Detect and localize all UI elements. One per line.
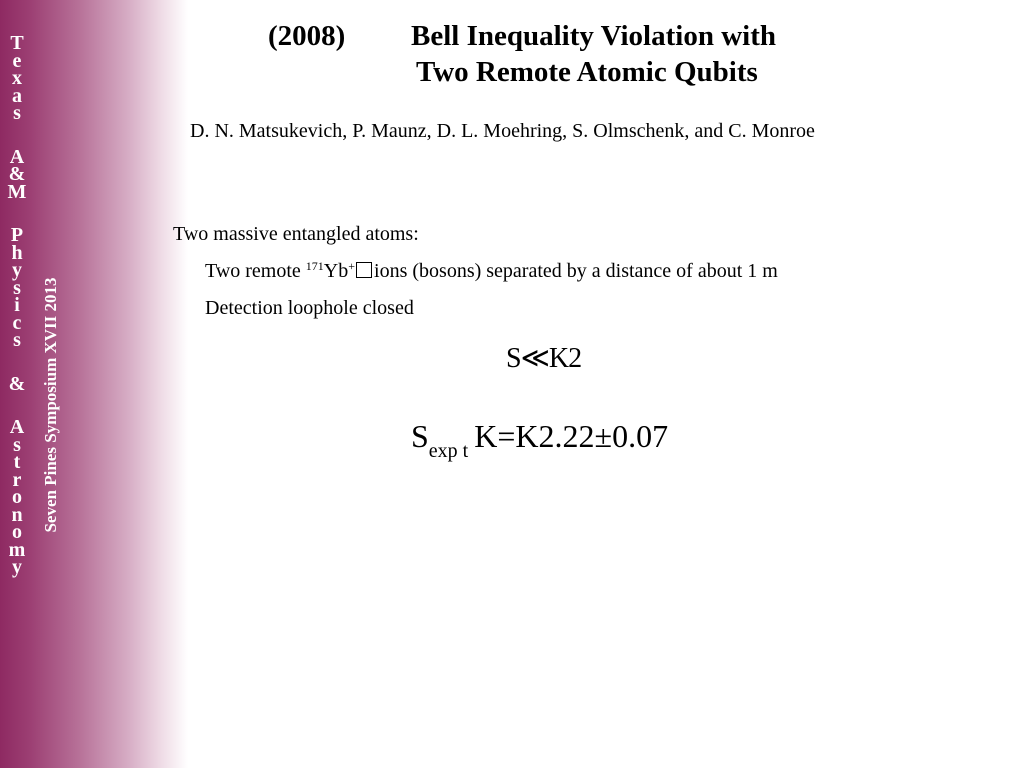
vertical-letter: t (13, 451, 21, 473)
vertical-letter: r (12, 468, 22, 491)
vertical-letter: n (11, 503, 23, 526)
vertical-letter: x (12, 67, 22, 89)
vertical-letter: y (12, 556, 22, 578)
missing-glyph-icon (356, 262, 372, 278)
vertical-letter: s (13, 329, 21, 351)
vertical-letter: & (8, 163, 26, 185)
vertical-letter: P (10, 224, 24, 246)
symposium-label: Seven Pines Symposium XVII 2013 (41, 277, 60, 533)
eq2-symbol: S (411, 418, 429, 454)
vertical-letter: i (14, 294, 20, 316)
bullet-1-suffix: ions (bosons) separated by a distance of about 1 m (374, 260, 778, 282)
bell-inequality-equation: S≪K2 (506, 343, 582, 374)
vertical-letter: a (12, 84, 22, 107)
vertical-letter: e (12, 49, 22, 72)
title-line-2: Two Remote Atomic Qubits (416, 56, 758, 88)
bullet-detection-loophole: Detection loophole closed (205, 297, 414, 319)
title-year: (2008) (268, 20, 346, 52)
vertical-affiliation-text (0, 32, 34, 578)
vertical-letter: c (12, 311, 22, 334)
slide-title (268, 18, 888, 90)
vertical-letter: o (12, 521, 22, 543)
vertical-letter: & (8, 372, 26, 395)
vertical-letter: M (7, 180, 27, 203)
vertical-letter: A (9, 145, 25, 168)
sidebar-band (0, 0, 188, 768)
body-heading: Two massive entangled atoms: (173, 223, 419, 245)
eq2-subscript: exp t (428, 440, 469, 462)
vertical-letter: o (12, 486, 22, 508)
author-list: D. N. Matsukevich, P. Maunz, D. L. Moehring, S. Olmschenk, and C. Monroe (190, 120, 815, 142)
eq2-value: K=K2.22±0.07 (474, 418, 669, 454)
title-line-1: Bell Inequality Violation with (411, 20, 776, 52)
slide-body (173, 216, 778, 327)
vertical-letter: y (12, 259, 22, 281)
vertical-letter: s (13, 433, 21, 456)
vertical-letter: T (10, 32, 24, 54)
symposium-label-wrap (37, 230, 65, 580)
vertical-letter: s (13, 276, 21, 299)
letter-gap (0, 350, 34, 376)
bullet-1-prefix: Two remote (205, 260, 306, 282)
letter-gap (0, 123, 34, 149)
vertical-letter: s (13, 102, 21, 124)
isotope-mass-number: 171 (305, 259, 324, 273)
vertical-letter: h (11, 241, 23, 264)
element-symbol: Yb (323, 260, 349, 282)
vertical-letter: A (9, 416, 25, 438)
ion-charge: + (348, 259, 356, 273)
bullet-remote-ions (173, 253, 778, 290)
experimental-result-equation (411, 418, 668, 463)
vertical-letter: m (8, 538, 26, 561)
